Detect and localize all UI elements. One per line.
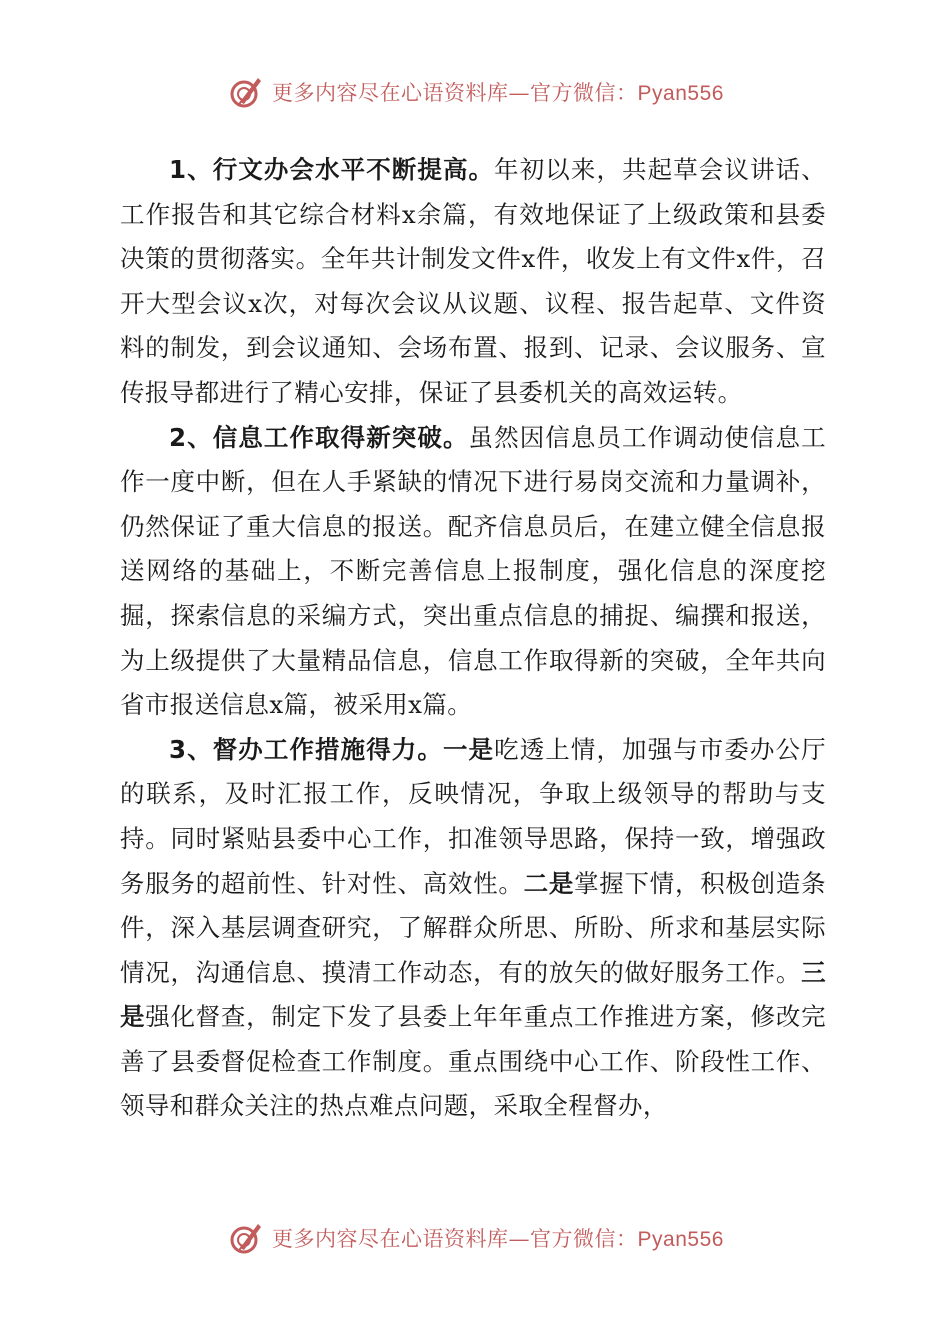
paragraph-2: [120, 416, 826, 728]
watermark-cn: 更多内容尽在心语资料库—官方微信：: [272, 81, 638, 105]
point-text-1: 吃透上情，加强与市委办公厅的联系，及时汇报工作，反映情况，争取上级领导的帮助与支持。同时紧贴县委中心工作，扣准领导思路，保持一致，增强政务服务的超前性、针对性、高效性。: [120, 734, 826, 898]
paragraph-text: 年初以来，共起草会议讲话、工作报告和其它综合材料x余篇，有效地保证了上级政策和县委决策的贯彻落实。全年共计制发文件x件，收发上有文件x件，召开大型会议x次，对每次会议从议题、议程、报告起草、文件资料的制发，到会议通知、会场布置、报到、记录、会议服务、宣传报导都进行了精心安排，保证了县委机关的高效运转。: [120, 155, 827, 407]
watermark-text: [272, 1223, 724, 1253]
paragraph-1: [120, 148, 826, 416]
paragraph-3: [120, 728, 826, 1129]
paragraph-heading: 1、行文办会水平不断提高。: [169, 155, 495, 184]
point-text-2: 掌握下情，积极创造条件，深入基层调查研究，了解群众所思、所盼、所求和基层实际情况，沟通信息、摸清工作动态，有的放矢的做好服务工作。: [120, 868, 826, 987]
watermark-text: [272, 77, 724, 107]
paragraph-heading: 3、督办工作措施得力。: [169, 734, 443, 764]
watermark-wechat-id: Pyan556: [637, 1228, 724, 1251]
seal-pen-logo-icon: [226, 1218, 266, 1258]
point-label-1: 一是: [442, 734, 495, 764]
seal-pen-logo-icon: [226, 72, 266, 112]
watermark-cn: 更多内容尽在心语资料库—官方微信：: [272, 1227, 638, 1251]
document-body: [120, 148, 826, 1129]
watermark-wechat-id: Pyan556: [637, 82, 724, 105]
point-label-2: 二是: [523, 868, 575, 898]
watermark-banner-top: [0, 72, 950, 112]
watermark-banner-bottom: [0, 1218, 950, 1258]
point-label-3: 三是: [120, 957, 826, 1032]
point-text-3: 强化督查，制定下发了县委上年年重点工作推进方案，修改完善了县委督促检查工作制度。重点围绕中心工作、阶段性工作、领导和群众关注的热点难点问题，采取全程督办，: [120, 1002, 826, 1121]
paragraph-heading: 2、信息工作取得新突破。: [169, 422, 469, 452]
paragraph-text: 虽然因信息员工作调动使信息工作一度中断，但在人手紧缺的情况下进行易岗交流和力量调补，仍然保证了重大信息的报送。配齐信息员后，在建立健全信息报送网络的基础上，不断完善信息上报制度，强化信息的深度挖掘，探索信息的采编方式，突出重点信息的捕捉、编撰和报送，为上级提供了大量精品信息，信息工作取得新的突破，全年共向省市报送信息x篇，被采用x篇。: [120, 422, 826, 720]
